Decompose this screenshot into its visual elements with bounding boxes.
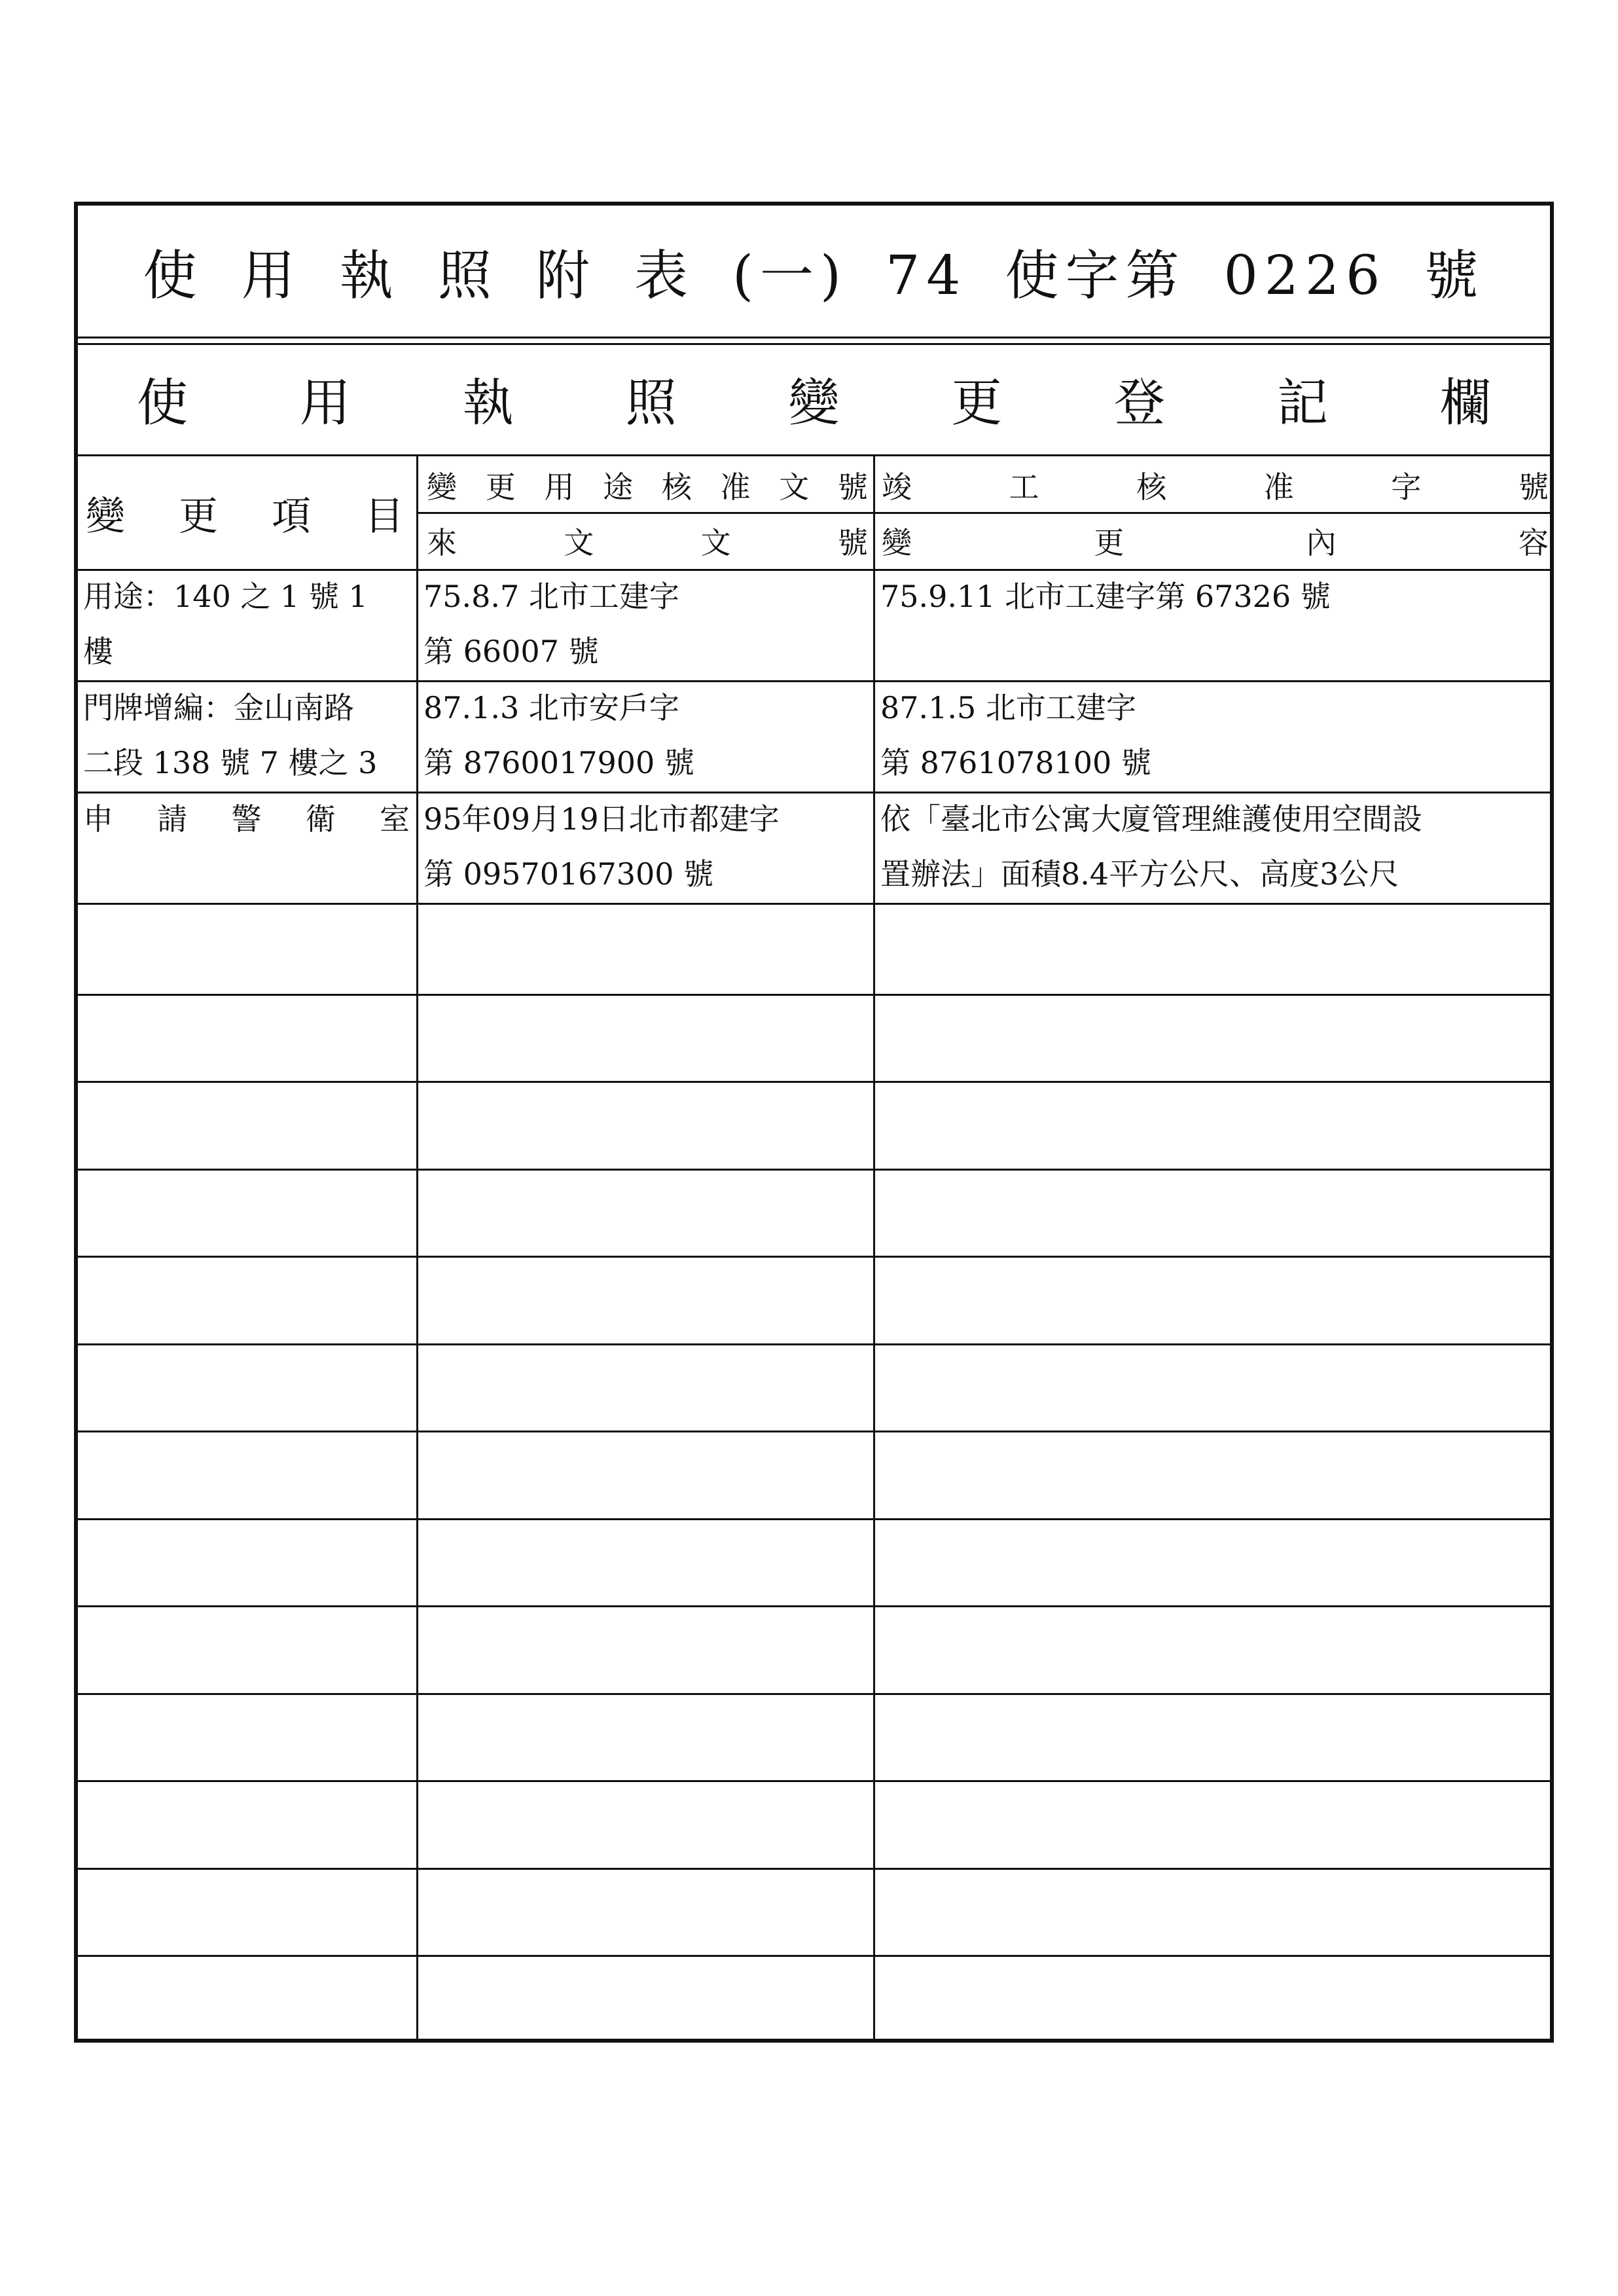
section-title-char: 記	[1277, 374, 1329, 433]
header-char: 變	[86, 494, 125, 539]
empty-row-divider	[78, 1605, 1550, 1607]
row-3-result-cell	[875, 792, 1554, 903]
section-title-char: 執	[462, 374, 514, 433]
cell-char: 警	[231, 801, 262, 837]
header-char: 容	[1518, 525, 1549, 560]
cell-line: 第 09570167300 號	[423, 856, 714, 892]
row-1-result-cell	[875, 569, 1554, 680]
header-char: 文	[779, 469, 810, 505]
cell-line: 第 8760017900 號	[423, 745, 694, 780]
header-char: 字	[1391, 469, 1422, 505]
header-char: 目	[365, 494, 404, 539]
empty-row-divider	[78, 1955, 1550, 1957]
empty-row-divider	[78, 1343, 1550, 1345]
header-char: 號	[837, 525, 868, 560]
column-header-item	[78, 458, 412, 569]
section-title-char: 照	[625, 374, 677, 433]
cell-line	[78, 792, 415, 847]
form-frame	[74, 202, 1554, 2043]
cell-line: 第 8761078100 號	[880, 745, 1151, 780]
empty-row-divider	[78, 1430, 1550, 1432]
header-char: 核	[661, 469, 692, 505]
column-header-completion	[876, 458, 1554, 513]
row-3-doc-cell	[418, 792, 872, 903]
header-char: 准	[720, 469, 751, 505]
cell-line: 87.1.5 北市工建字	[880, 690, 1136, 725]
header-char: 文	[564, 525, 594, 560]
empty-row-divider	[78, 1518, 1550, 1520]
section-title-char: 欄	[1439, 374, 1491, 433]
cell-line: 75.9.11 北市工建字第 67326 號	[880, 579, 1331, 614]
cell-line: 87.1.3 北市安戶字	[423, 690, 679, 725]
divider	[418, 512, 1550, 514]
row-2-item-cell	[78, 680, 415, 792]
cell-line: 樓	[83, 634, 113, 669]
header-char: 來	[427, 525, 457, 560]
column-divider	[416, 454, 418, 2039]
cell-line: 門牌增編：金山南路	[83, 690, 354, 725]
row-1-doc-cell	[418, 569, 872, 680]
header-char: 內	[1306, 525, 1337, 560]
empty-row-divider	[78, 1868, 1550, 1870]
section-title-char: 登	[1114, 374, 1166, 433]
divider	[78, 454, 1550, 456]
header-char: 項	[272, 494, 311, 539]
header-char: 變	[427, 469, 457, 505]
section-title-char: 更	[951, 374, 1003, 433]
cell-char: 衛	[305, 801, 336, 837]
cell-line: 二段 138 號 7 樓之 3	[83, 745, 378, 780]
header-char: 更	[179, 494, 218, 539]
header-char: 文	[700, 525, 731, 560]
section-title-char: 變	[788, 374, 840, 433]
divider	[78, 337, 1550, 338]
section-title	[137, 343, 1491, 454]
header-char: 准	[1263, 469, 1294, 505]
empty-row-divider	[78, 1169, 1550, 1171]
column-header-change-content	[876, 513, 1554, 568]
column-header-incoming-doc	[422, 513, 873, 568]
header-char: 工	[1009, 469, 1039, 505]
row-3-item-cell	[78, 792, 415, 903]
empty-row-divider	[78, 1780, 1550, 1782]
row-2-doc-cell	[418, 680, 872, 792]
header-char: 更	[1094, 525, 1124, 560]
cell-char: 室	[380, 801, 410, 837]
cell-line: 第 66007 號	[423, 634, 599, 669]
cell-char: 請	[157, 801, 188, 837]
section-title-char: 用	[299, 374, 351, 433]
section-title-char: 使	[137, 374, 189, 433]
cell-char: 申	[83, 801, 113, 837]
cell-line: 置辦法」面積8.4平方公尺、高度3公尺	[880, 856, 1399, 892]
row-1-item-cell	[78, 569, 415, 680]
document-title: 使 用 執 照 附 表 (一) 74 使字第 0226 號	[143, 244, 1485, 307]
empty-row-divider	[78, 1256, 1550, 1258]
header-char: 用	[544, 469, 575, 505]
empty-row-divider	[78, 1693, 1550, 1695]
header-char: 號	[837, 469, 868, 505]
header-char: 更	[485, 469, 516, 505]
cell-line: 95年09月19日北市都建字	[423, 801, 780, 837]
header-char: 號	[1518, 469, 1549, 505]
divider	[78, 903, 1550, 905]
empty-row-divider	[78, 1081, 1550, 1083]
header-char: 竣	[882, 469, 912, 505]
column-header-approval-use	[422, 458, 873, 513]
header-char: 變	[882, 525, 912, 560]
header-char: 途	[603, 469, 634, 505]
row-2-result-cell	[875, 680, 1554, 792]
cell-line: 75.8.7 北市工建字	[423, 579, 679, 614]
header-char: 核	[1136, 469, 1167, 505]
cell-line: 依「臺北市公寓大廈管理維護使用空間設	[880, 801, 1422, 837]
empty-row-divider	[78, 994, 1550, 996]
column-divider	[873, 454, 875, 2039]
cell-line: 用途：140 之 1 號 1	[83, 579, 368, 614]
